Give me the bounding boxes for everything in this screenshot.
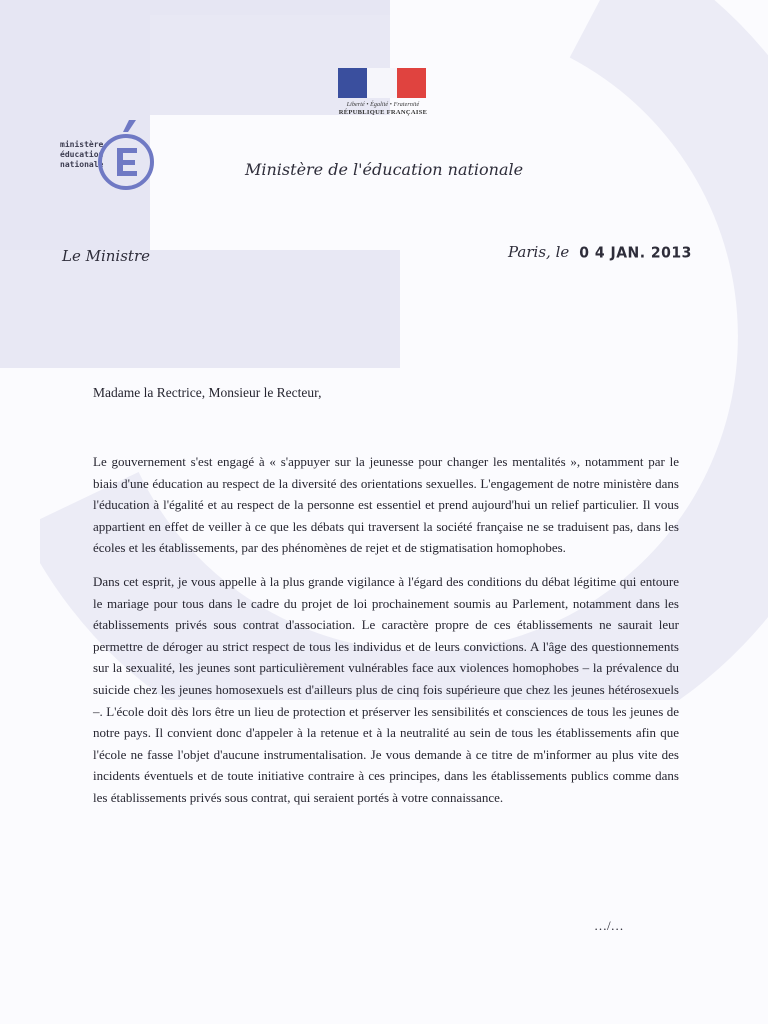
sender-title: Le Ministre xyxy=(62,247,150,265)
marianne-logo xyxy=(338,68,428,120)
letter-date xyxy=(508,243,692,262)
paragraph: Dans cet esprit, je vous appelle à la plus grande vigilance à l'égard des conditions du débat légitime qui entoure le mariage pour tous dans le cadre du projet de loi prochainement soumis au Parlement, notamment dans les établissements privés sous contrat d'association. Le caractère propre de ces établissements ne saurait leur permettre de déroger au strict respect de tous les individus et de leurs convictions. A l'âge des questionnements sur la sexualité, les jeunes sont particulièrement vulnérables face aux violences homophobes – la prévalence du suicide chez les jeunes homosexuels est d'ailleurs plus de cinq fois supérieure que chez les jeunes hétérosexuels –. L'école doit dès lors être un lieu de protection et préserver les sensibilités et consciences de tous les jeunes de notre pays. Il convient donc d'appeler à la retenue et à la neutralité au sein de tous les établissements afin que l'école ne fasse l'objet d'aucune instrumentalisation. Je vous demande à ce titre de m'informer au plus vite des incidents éventuels et de toute initiative contraire à ces principes, dans les établissements publics comme dans les établissements privés sous contrat, qui seraient portés à votre connaissance. xyxy=(93,573,679,805)
ministry-title: Ministère de l'éducation nationale xyxy=(245,160,524,179)
e-accent-icon xyxy=(96,118,160,194)
paragraph: Le gouvernement s'est engagé à « s'appuyer sur la jeunesse pour changer les mentalités », notamment par le biais d'une éducation au respect de la diversité des orientations sexuelles. L'engagement de notre ministère dans l'éducation à l'égalité et au respect de la personne est essentiel et prend aujourd'hui un relief particulier. Il vous appartient en effet de veiller à ce que les débats qui traversent la société française ne se traduisent pas, dans les écoles et les établissements, par des phénomènes de rejet et de stigmatisation homophobes. xyxy=(93,454,679,556)
letter-body xyxy=(93,451,679,821)
republic-motto: Liberté • Égalité • Fraternité xyxy=(346,102,420,108)
ministry-logo-words: ministère éducation nationale xyxy=(60,140,104,169)
date-stamp: 0 4 JAN. 2013 xyxy=(579,244,692,262)
date-prefix: Paris, le xyxy=(508,243,570,261)
tricolor-flag-icon xyxy=(338,68,426,98)
republique-francaise: RÉPUBLIQUE FRANÇAISE xyxy=(338,109,428,116)
continuation-mark: …/… xyxy=(594,918,624,933)
ministry-logo xyxy=(60,118,160,194)
salutation: Madame la Rectrice, Monsieur le Recteur, xyxy=(93,385,322,400)
